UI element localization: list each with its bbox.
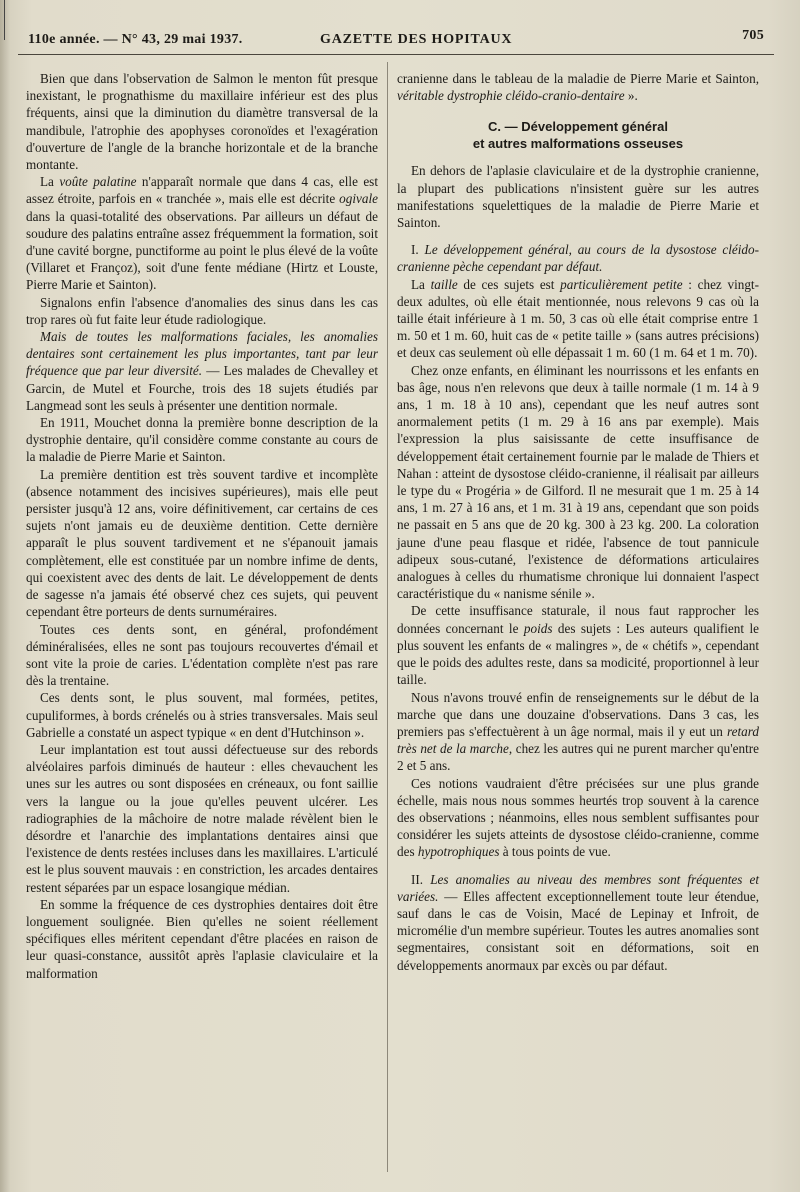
paragraph: Ces notions vaudraient d'être précisées sur une plus grande échelle, mais nous nous sommes heurtés trop souvent à la carence des observations ; néanmoins, elles nous semblent suffisantes pour considérer les sujets atteints de dysostose cléido-cranienne, comme des hypotrophiques à tous points de vue. xyxy=(397,775,759,860)
paragraph: Leur implantation est tout aussi défectueuse sur des rebords alvéolaires parfois diminués de hauteur : elles chevauchent les unes sur les autres ou sont disposées en créneaux, ou font saillie vers la langue ou la joue qu'elles peuvent ulcérer. Les radiographies de la mâchoire de notre malade révèlent bien le désordre et l'anarchie des implantations dentaires ainsi que l'existence de dents restées incluses dans les maxillaires. L'articulé est le plus souvent mauvais : en constriction, les arcades dentaires restent séparées par un espace losangique médian. xyxy=(26,741,378,895)
paragraph: En dehors de l'aplasie claviculaire et de la dystrophie cranienne, la plupart des publications n'insistent guère sur les autres manifestations squelettiques de la maladie de Pierre Marie et Sainton. xyxy=(397,163,759,231)
journal-title: GAZETTE DES HOPITAUX xyxy=(320,32,513,47)
section-heading: C. — Développement général et autres malformations osseuses xyxy=(472,119,684,152)
column-divider xyxy=(387,62,388,1172)
paragraph: Bien que dans l'observation de Salmon le menton fût presque inexistant, le prognathisme du maxillaire inférieur est des plus fréquents, ainsi que la diminution du diamètre transversal de la mandibule, l'atrophie des apophyses coronoïdes et l'exagération d'ouverture de l'angle de la branche horizontale et de la branche montante. xyxy=(26,71,378,173)
paragraph: En 1911, Mouchet donna la première bonne description de la dystrophie dentaire, qu'il considère comme constante au cours de la maladie de Pierre Marie et Sainton. xyxy=(26,415,378,465)
paragraph: Toutes ces dents sont, en général, profondément déminéralisées, elles ne sont pas toujours recouvertes d'émail et sont vite la proie de caries. L'édentation complète n'est pas rare dès la trentaine. xyxy=(26,621,378,689)
pencil-mark xyxy=(4,0,6,40)
header-rule xyxy=(18,54,774,55)
paragraph: cranienne dans le tableau de la maladie de Pierre Marie et Sainton, véritable dystrophie cléido-cranio-dentaire ». xyxy=(397,71,759,104)
paragraph: En somme la fréquence de ces dystrophies dentaires doit être longuement soulignée. Bien qu'elles ne soient réellement spécifiques elles méritent cependant d'être placées en raison de leur quasi-constance, aussitôt après l'aplasie claviculaire et la malformation xyxy=(26,896,378,981)
paragraph: II. Les anomalies au niveau des membres sont fréquentes et variées. — Elles affectent exceptionnellement toute leur étendue, sauf dans le cas de Voisin, Macé de Lepinay et Infroit, de micromélie d'un membre supérieur. Toutes les autres anomalies sont segmentaires, consistant soit en déformations, soit en développements anormaux par excès ou par défaut. xyxy=(397,871,759,973)
paragraph: La voûte palatine n'apparaît normale que dans 4 cas, elle est assez étroite, parfois en « tranchée », mais elle est décrite ogivale dans la quasi-totalité des observations. Par ailleurs un défaut de soudure des palatins entraîne assez fréquemment la formation, soit d'une cavité borgne, punctiforme au point le plus élevé de la voûte (Villaret et Françoz), soit d'une fente médiane (Hirtz et Louste, Pierre Marie et Sainton). xyxy=(26,174,378,293)
running-header xyxy=(20,28,764,50)
page-number: 705 xyxy=(742,28,764,43)
issue-info: 110e année. — N° 43, 29 mai 1937. xyxy=(28,32,243,47)
paragraph: I. Le développement général, au cours de la dysostose cléido-cranienne pèche cependant par défaut. xyxy=(397,242,759,275)
paragraph: Signalons enfin l'absence d'anomalies des sinus dans les cas trop rares où fut faite leur étude radiologique. xyxy=(26,294,378,327)
paragraph: De cette insuffisance staturale, il nous faut rapprocher les données concernant le poids des sujets : Les auteurs qualifient le plus souvent les enfants de « malingres », de « chétifs », cependant que le poids des adultes reste, dans sa modicité, proportionnel à leur taille. xyxy=(397,603,759,688)
page-binding-shadow xyxy=(0,0,10,1192)
right-column xyxy=(397,70,759,974)
paragraph: Nous n'avons trouvé enfin de renseignements sur le début de la marche que dans une douzaine d'observations. Dans 3 cas, les premiers pas s'effectuèrent à un âge normal, mais il y eut un retard très net de la marche, chez les autres qui ne purent marcher qu'entre 2 et 5 ans. xyxy=(397,689,759,774)
paragraph: La première dentition est très souvent tardive et incomplète (absence notamment des incisives supérieures), mais elle peut persister jusqu'à 12 ans, voire définitivement, car certains de ces sujets n'ont jamais eu de deuxième dentition. Cette dernière apparaît le plus souvent tardivement et ne s'épanouit jamais complètement, elle est constituée par un nombre infime de dents, qui coexistent avec des dents de lait. Le développement de dents de sagesse n'a jamais été observé chez ces sujets, qui peuvent cependant être porteurs de dents surnuméraires. xyxy=(26,466,378,620)
paragraph: Chez onze enfants, en éliminant les nourrissons et les enfants en bas âge, nous n'en relevons que deux à taille normale (1 m. 14 à 9 ans, 1 m. 18 à 10 ans), cependant que les neuf autres sont anormalement petits (1 m. 29 à 16 ans par exemple). Mais l'expression la plus saisissante de cette insuffisance de développement était certainement fournie par le malade de Thiers et Nahan : atteint de dysostose cléido-cranienne, il réalisait par ailleurs le type du « Progéria » de Gilford. Il ne mesurait que 1 m. 25 à 14 ans, 1 m. 27 à 16 ans, et 1 m. 31 à 19 ans, cependant que son poids ne passait en 5 ans que de 20 kg. 300 à 23 kg. 200. La coloration jaune d'une peau flasque et ridée, l'absence de tout pannicule adipeux sous-cutané, l'existence de déformations articulaires analogues à celles du rhumatisme chronique lui donnaient l'aspect caractéristique du « nanisme sénile ». xyxy=(397,362,759,602)
paragraph: Mais de toutes les malformations faciales, les anomalies dentaires sont certainement les plus importantes, tant par leur fréquence que par leur diversité. — Les malades de Chevalley et Garcin, de Mutel et Fourche, trois des 18 sujets étudiés par Langmead sont les seuls à présenter une dentition normale. xyxy=(26,329,378,413)
paragraph: Ces dents sont, le plus souvent, mal formées, petites, cupuliformes, à bords crénelés ou à stries transversales. Mais seul Gabrielle a constaté un aspect typique « en dent d'Hutchinson ». xyxy=(26,690,378,740)
left-column xyxy=(26,70,378,982)
paragraph: La taille de ces sujets est particulièrement petite : chez vingt-deux adultes, où elle était mentionnée, nous relevons 9 cas où la taille était inférieure à 1 m. 50, 3 cas où elle était comprise entre 1 m. 50 et 1 m. 60, huit cas de « petite taille » (sans autres précisions) et deux cas seulement où elle dépassait 1 m. 60 (1 m. 64 et 1 m. 70). xyxy=(397,276,759,361)
